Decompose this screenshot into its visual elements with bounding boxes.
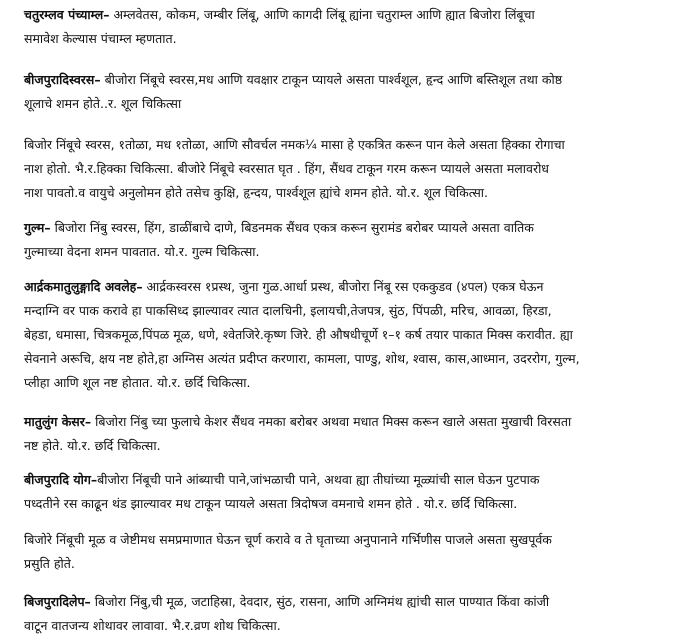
text-line: [24, 216, 654, 240]
paragraph-text: बिजोरा निंबु स्वरस, हिंग, डाळींबाचे दाणे, बिडनमक सैंधव एकत्र करून सुरामंड बरोबर प्यायले असता वातिक: [50, 220, 534, 235]
paragraph-beejpuradi-swaras: [24, 68, 654, 116]
text-line: मन्दाग्नि वर पाक करावे हा पाकसिध्द झाल्यावर त्यात दालचिनी, इलायची,तेजपत्र, सुंठ, पिंपळी, मरिच, आवळा, हिरडा,: [24, 303, 552, 318]
text-line: बेहडा, धमासा, चित्रकमूळ,पिंपळ मूळ, धणे, श्वेतजिरे.कृष्ण जिरे. ही औषधीचूर्णे १–१ कर्ष तयार पाकात मिक्स करावीत. ह्या: [24, 327, 573, 342]
paragraph-heading: बिजपुरादिलेप–: [24, 594, 91, 609]
paragraph-gulma: [24, 216, 654, 264]
text-line: [24, 3, 654, 27]
text-line: प्रसुति होते.: [24, 556, 75, 571]
paragraph-beejpuradi-lep: [24, 590, 654, 638]
text-line: गुल्माच्या वेदना शमन पावतात. यो.र. गुल्म चिकित्सा.: [24, 244, 260, 259]
paragraph-beejpuradi-yog: [24, 468, 654, 516]
text-line: वाटून वातजन्य शोथावर लावावा. भै.र.व्रण शोथ चिकित्सा.: [24, 618, 281, 633]
paragraph-text: बिजोरा निंबु,ची मूळ, जटाहिस्रा, देवदार, सुंठ, रासना, आणि अग्निमंथ ह्यांची साल पाण्यात किंवा कांजी: [90, 594, 550, 609]
text-line: नष्ट होते. यो.र. छर्दि चिकित्सा.: [24, 438, 161, 453]
paragraph-prasuti: [24, 528, 654, 576]
text-line: समावेश केल्यास पंचाम्ल म्हणतात.: [24, 31, 177, 46]
paragraph-heading: मातुलुंग केसर–: [24, 414, 92, 429]
paragraph-heading: चतुरम्लव पंच्याम्ल–: [24, 7, 110, 22]
paragraph-text: बिजोरा निंबु च्या फुलाचे केशर सैंधव नमका बरोबर अथवा मधात मिक्स करून खाले असता मुखाची विरसता: [91, 414, 572, 429]
paragraph-heading: बीजपुरादिस्वरस–: [24, 72, 101, 87]
paragraph-text: अम्लवेतस, कोकम, जम्बीर लिंबू, आणि कागदी लिंबू ह्यांना चतुराम्ल आणि ह्यात बिजोरा लिंबूचा: [109, 7, 535, 22]
text-line: [24, 275, 654, 299]
text-line: नाश पावतो.व वायुचे अनुलोमन होते तसेच कुक्षि, हृन्दय, पार्श्वशूल ह्यांचे शमन होते. यो.र. शूल चिकित्सा.: [24, 185, 488, 200]
paragraph-heading: बीजपुरादि योग–: [24, 472, 98, 487]
text-line: सेवनाने अरूचि, क्षय नष्ट होते,हा अग्निस अत्यंत प्रदीप्त करणारा, कामला, पाण्डु, शोथ, श्वास, कास,आध्मान, उदररोग, गुल्म,: [24, 351, 580, 366]
text-line: पध्दतीने रस काढून थंड झाल्यावर मध टाकून प्यायले असता त्रिदोषज वमनाचे शमन होते . यो.र. छर्दि चिकित्सा.: [24, 496, 518, 511]
paragraph-matulung-kesar: [24, 410, 654, 458]
paragraph-hikka: [24, 133, 654, 205]
text-line: शूलाचे शमन होते..र. शूल चिकित्सा: [24, 96, 182, 111]
text-line: बिजोरे निंबूची मूळ व जेष्टीमध समप्रमाणात घेऊन चूर्ण करावे व ते घृताच्या अनुपानाने गर्भिणीस पाजले असता सुखपूर्वक: [24, 532, 552, 547]
paragraph-ardrak-avaleha: [24, 275, 654, 395]
text-line: प्लीहा आणि शूल नष्ट होतात. यो.र. छर्दि चिकित्सा.: [24, 375, 251, 390]
text-line: [24, 68, 654, 92]
paragraph-text: बीजोरा निंबूचे स्वरस,मध आणि यवक्षार टाकून प्यायले असता पार्श्वशूल, हृन्द आणि बस्तिशूल तथा कोष्ठ: [100, 72, 563, 87]
paragraph-heading: गुल्म–: [24, 220, 51, 235]
text-line: नाश होतो. भै.र.हिक्का चिकित्सा. बीजोरे निंबूचे स्वरसात घृत . हिंग, सैंधव टाकून गरम करून प्यायले असता मलावरोध: [24, 161, 549, 176]
text-line: [24, 468, 654, 492]
paragraph-chaturamla: [24, 3, 654, 51]
text-line: [24, 410, 654, 434]
paragraph-heading: आर्द्रकमातुलुङ्गादि अवलेह–: [24, 279, 143, 294]
text-line: बिजोर निंबूचे स्वरस, १तोळा, मध १तोळा, आणि सौवर्चल नमक¼ मासा हे एकत्रित करून पान केले असता हिक्का रोगाचा: [24, 137, 565, 152]
text-line: [24, 590, 654, 614]
paragraph-text: आर्द्रकस्वरस १प्रस्थ, जुना गुळ.आर्धा प्रस्थ, बीजोरा निंबू रस एककुडव (४पल) एकत्र घेऊन: [142, 279, 544, 294]
paragraph-text: बीजोरा निंबूची पाने आंब्याची पाने,जांभळाची पाने, अथवा ह्या तीघांच्या मूळ्यांची साल घेऊन पुटपाक: [97, 472, 540, 487]
